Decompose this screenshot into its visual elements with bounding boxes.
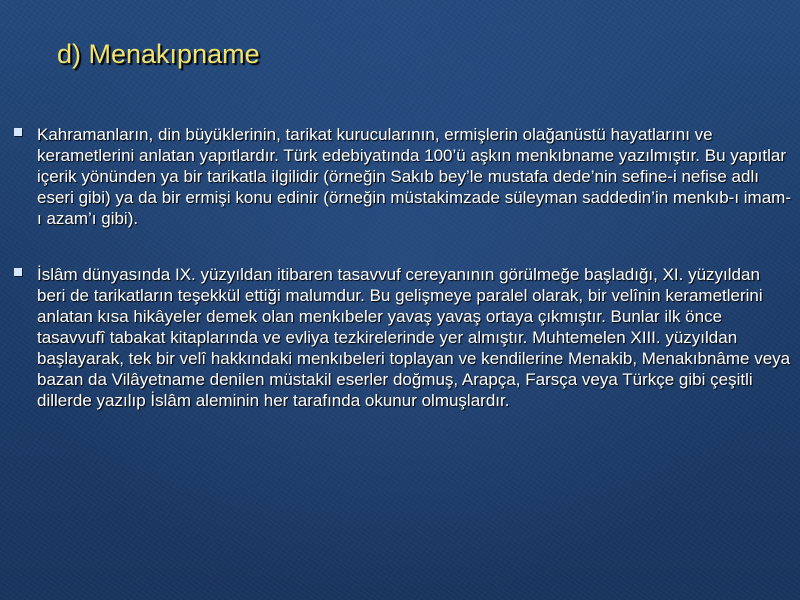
square-bullet-icon bbox=[14, 268, 22, 276]
bullet-item bbox=[14, 124, 792, 229]
slide-title: d) Menakıpname bbox=[57, 39, 260, 69]
bullet-text: İslâm dünyasında IX. yüzyıldan itibaren tasavvuf cereyanının görülmeğe başladığı, XI. yüzyıldan beri de tarikatların teşekkül ettiği malumdur. Bu gelişmeye paralel olarak, bir velînin kerametlerini anlatan kısa hikâyeler demek olan menkıbeler yavaş yavaş ortaya çıkmıştır. Bunlar ilk önce tasavvufî tabakat kitaplarında ve evliya tezkirelerinde yer almıştır. Muhtemelen XIII. yüzyıldan başlayarak, tek bir velî hakkındaki menkıbeleri toplayan ve kendilerine Menakib, Menakıbnâme veya bazan da Vilâyetname denilen müstakil eserler doğmuş, Arapça, Farsça veya Türkçe gibi çeşitli dillerde yazılıp İslâm aleminin her tarafında okunur olmuşlardır. bbox=[37, 265, 791, 410]
bullet-text: Kahramanların, din büyüklerinin, tarikat kurucularının, ermişlerin olağanüstü hayatlarını ve kerametlerini anlatan yapıtlardır. Türk edebiyatında 100’ü aşkın menkıbname yazılmıştır. Bu yapıtlar içerik yönünden ya bir tarikatla ilgilidir (örneğin Sakıb bey’le mustafa dede’nin sefine-i nefise adlı eseri gibi) ya da bir ermişi konu edinir (örneğin müstakimzade süleyman saddedin’in menkıb-ı imam-ı azam’ı gibi). bbox=[37, 125, 791, 228]
square-bullet-icon bbox=[14, 128, 22, 136]
bullet-item bbox=[14, 264, 792, 411]
bullet-list bbox=[14, 124, 792, 446]
